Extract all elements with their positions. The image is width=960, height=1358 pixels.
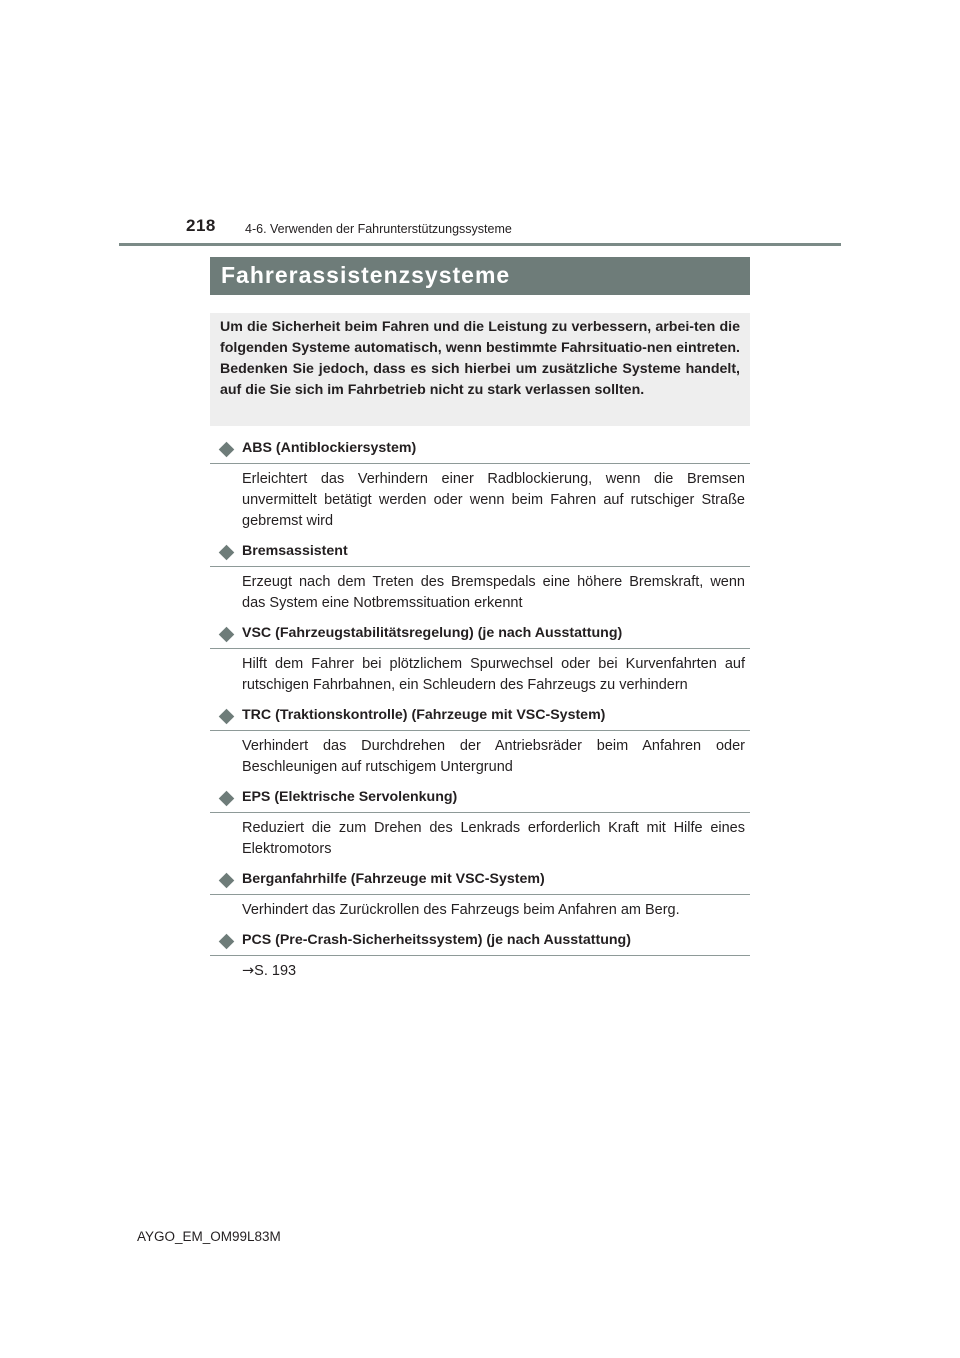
- intro-text: Um die Sicherheit beim Fahren und die Leistung zu verbessern, arbei-ten die folgenden Systeme automatisch, wenn bestimmte Fahrsituatio-nen eintreten. Bedenken Sie jedoch, dass es sich hierbei um zusätzliche Systeme handelt, auf die Sie sich im Fahrbetrieb nicht zu stark verlassen sollten.: [220, 319, 740, 398]
- section-body: Verhindert das Durchdrehen der Antriebsräder beim Anfahren oder Beschleunigen auf rutschigem Untergrund: [242, 738, 745, 775]
- diamond-bullet-icon: [219, 627, 235, 643]
- page-reference-text: S. 193: [254, 963, 297, 979]
- header-rule: [119, 243, 841, 246]
- section-title: Bremsassistent: [242, 543, 348, 559]
- diamond-bullet-icon: [219, 545, 235, 561]
- section-body: Verhindert das Zurückrollen des Fahrzeugs beim Anfahren am Berg.: [242, 902, 680, 918]
- section-heading: [210, 624, 750, 649]
- section-pcs: [210, 931, 750, 979]
- section-title: Berganfahrhilfe (Fahrzeuge mit VSC-System): [242, 871, 545, 887]
- section-trc: [210, 706, 750, 775]
- diamond-bullet-icon: [219, 791, 235, 807]
- intro-box: [210, 313, 750, 426]
- section-eps: [210, 788, 750, 857]
- section-hill-start-assist: [210, 870, 750, 918]
- page-title: Fahrerassistenzsysteme: [221, 262, 511, 288]
- section-heading: [210, 870, 750, 895]
- page-reference-link[interactable]: [242, 961, 745, 982]
- section-title-bar: [210, 257, 750, 295]
- section-heading: [210, 542, 750, 567]
- section-title: TRC (Traktionskontrolle) (Fahrzeuge mit VSC-System): [242, 707, 606, 723]
- arrow-right-icon: →: [242, 963, 255, 979]
- section-body: Reduziert die zum Drehen des Lenkrads erforderlich Kraft mit Hilfe eines Elektromotors: [242, 820, 745, 857]
- section-heading: [210, 439, 750, 464]
- section-body: Erleichtert das Verhindern einer Radblockierung, wenn die Bremsen unvermittelt betätigt werden oder wenn beim Fahren auf rutschiger Straße gebremst wird: [242, 471, 745, 529]
- diamond-bullet-icon: [219, 873, 235, 889]
- section-body: Erzeugt nach dem Treten des Bremspedals eine höhere Bremskraft, wenn das System eine Notbremssituation erkennt: [242, 574, 745, 611]
- section-vsc: [210, 624, 750, 693]
- document-code: AYGO_EM_OM99L83M: [137, 1229, 281, 1244]
- section-heading: [210, 931, 750, 956]
- section-heading: [210, 706, 750, 731]
- section-abs: [210, 439, 750, 529]
- section-title: ABS (Antiblockiersystem): [242, 440, 417, 456]
- diamond-bullet-icon: [219, 934, 235, 950]
- section-heading: [210, 788, 750, 813]
- page-number: 218: [186, 216, 216, 235]
- chapter-title: 4-6. Verwenden der Fahrunterstützungssysteme: [245, 222, 512, 236]
- section-title: PCS (Pre-Crash-Sicherheitssystem) (je nach Ausstattung): [242, 932, 631, 948]
- diamond-bullet-icon: [219, 442, 235, 458]
- section-brake-assist: [210, 542, 750, 611]
- diamond-bullet-icon: [219, 709, 235, 725]
- section-body: Hilft dem Fahrer bei plötzlichem Spurwechsel oder bei Kurvenfahrten auf rutschigen Fahrbahnen, ein Schleudern des Fahrzeugs zu verhindern: [242, 656, 745, 693]
- section-title: EPS (Elektrische Servolenkung): [242, 789, 458, 805]
- section-title: VSC (Fahrzeugstabilitätsregelung) (je nach Ausstattung): [242, 625, 623, 641]
